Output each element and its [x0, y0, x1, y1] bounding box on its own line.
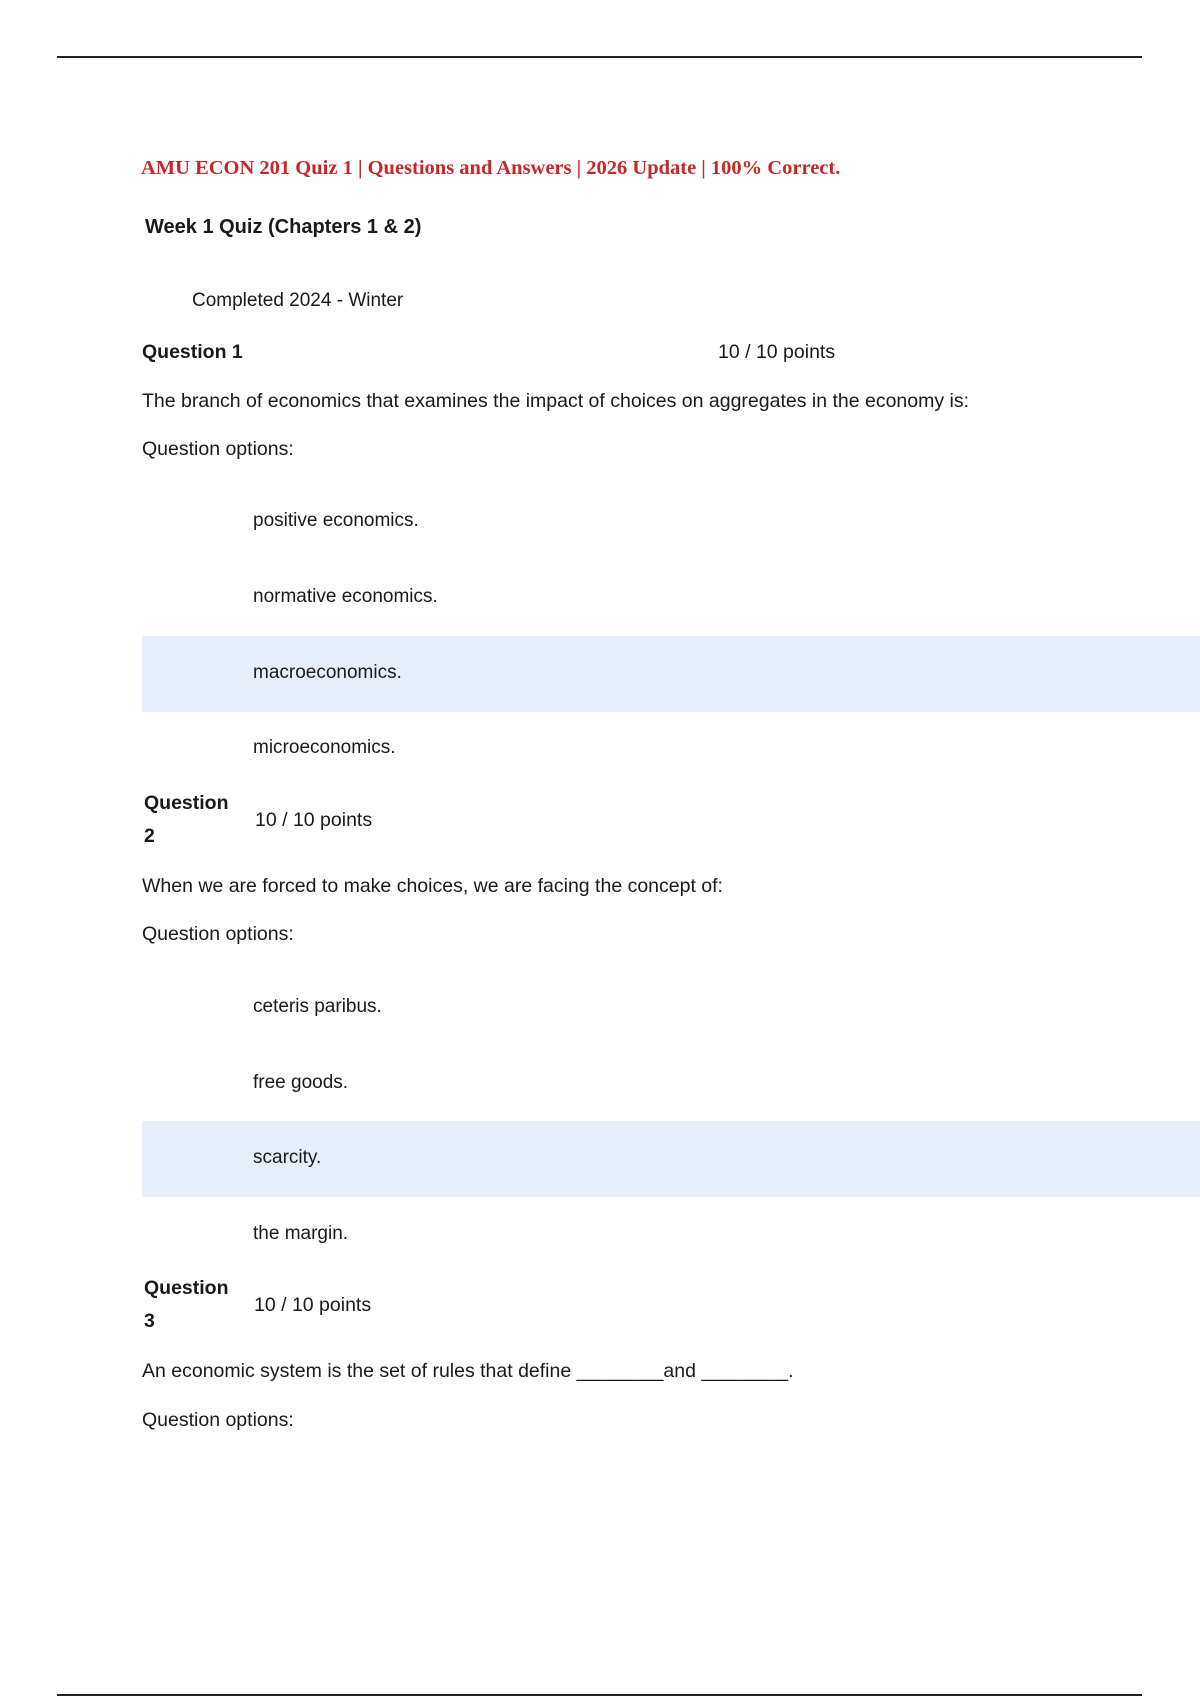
question-2-option-3-selected[interactable]: [142, 1121, 1200, 1197]
question-3-points: 10 / 10 points: [254, 1294, 372, 1316]
header-rule: [57, 56, 1142, 58]
question-3-label-number: 3: [144, 1310, 155, 1332]
quiz-subtitle: Week 1 Quiz (Chapters 1 & 2): [145, 216, 422, 238]
question-1-options-heading: Question options:: [142, 438, 294, 460]
question-1-label: Question 1: [142, 341, 243, 363]
footer-rule: [57, 1694, 1142, 1696]
option-label: scarcity.: [253, 1147, 322, 1168]
question-2-label: [144, 787, 244, 853]
question-2-option-2[interactable]: [142, 1046, 1200, 1122]
question-2-option-1[interactable]: [142, 970, 1200, 1046]
question-2-options-heading: Question options:: [142, 923, 294, 945]
question-3-label-word: Question: [144, 1277, 229, 1299]
document-title: AMU ECON 201 Quiz 1 | Questions and Answers | 2026 Update | 100% Correct.: [141, 157, 841, 179]
option-label: macroeconomics.: [253, 662, 402, 683]
question-1-option-2[interactable]: [142, 560, 1200, 636]
option-label: normative economics.: [253, 586, 438, 607]
option-label: the margin.: [253, 1223, 349, 1244]
option-label: positive economics.: [253, 510, 419, 531]
question-1-option-3-selected[interactable]: [142, 636, 1200, 712]
option-label: free goods.: [253, 1072, 349, 1093]
question-3-options-heading: Question options:: [142, 1409, 294, 1431]
question-1-points: 10 / 10 points: [718, 341, 836, 363]
question-1-option-1[interactable]: [142, 484, 1200, 560]
question-2-text: When we are forced to make choices, we are facing the concept of:: [142, 875, 723, 897]
question-2-label-word: Question: [144, 792, 229, 814]
question-3-text: An economic system is the set of rules that define ________and ________.: [142, 1360, 794, 1382]
question-3-label: [144, 1272, 244, 1338]
question-2-option-4[interactable]: [142, 1197, 1200, 1273]
completed-info: Completed 2024 - Winter: [192, 290, 404, 311]
question-1-text: The branch of economics that examines the impact of choices on aggregates in the economy is:: [142, 390, 970, 412]
question-2-label-number: 2: [144, 825, 155, 847]
option-label: ceteris paribus.: [253, 996, 382, 1017]
option-label: microeconomics.: [253, 737, 396, 758]
question-1-option-4[interactable]: [142, 711, 1200, 787]
question-2-points: 10 / 10 points: [255, 809, 373, 831]
